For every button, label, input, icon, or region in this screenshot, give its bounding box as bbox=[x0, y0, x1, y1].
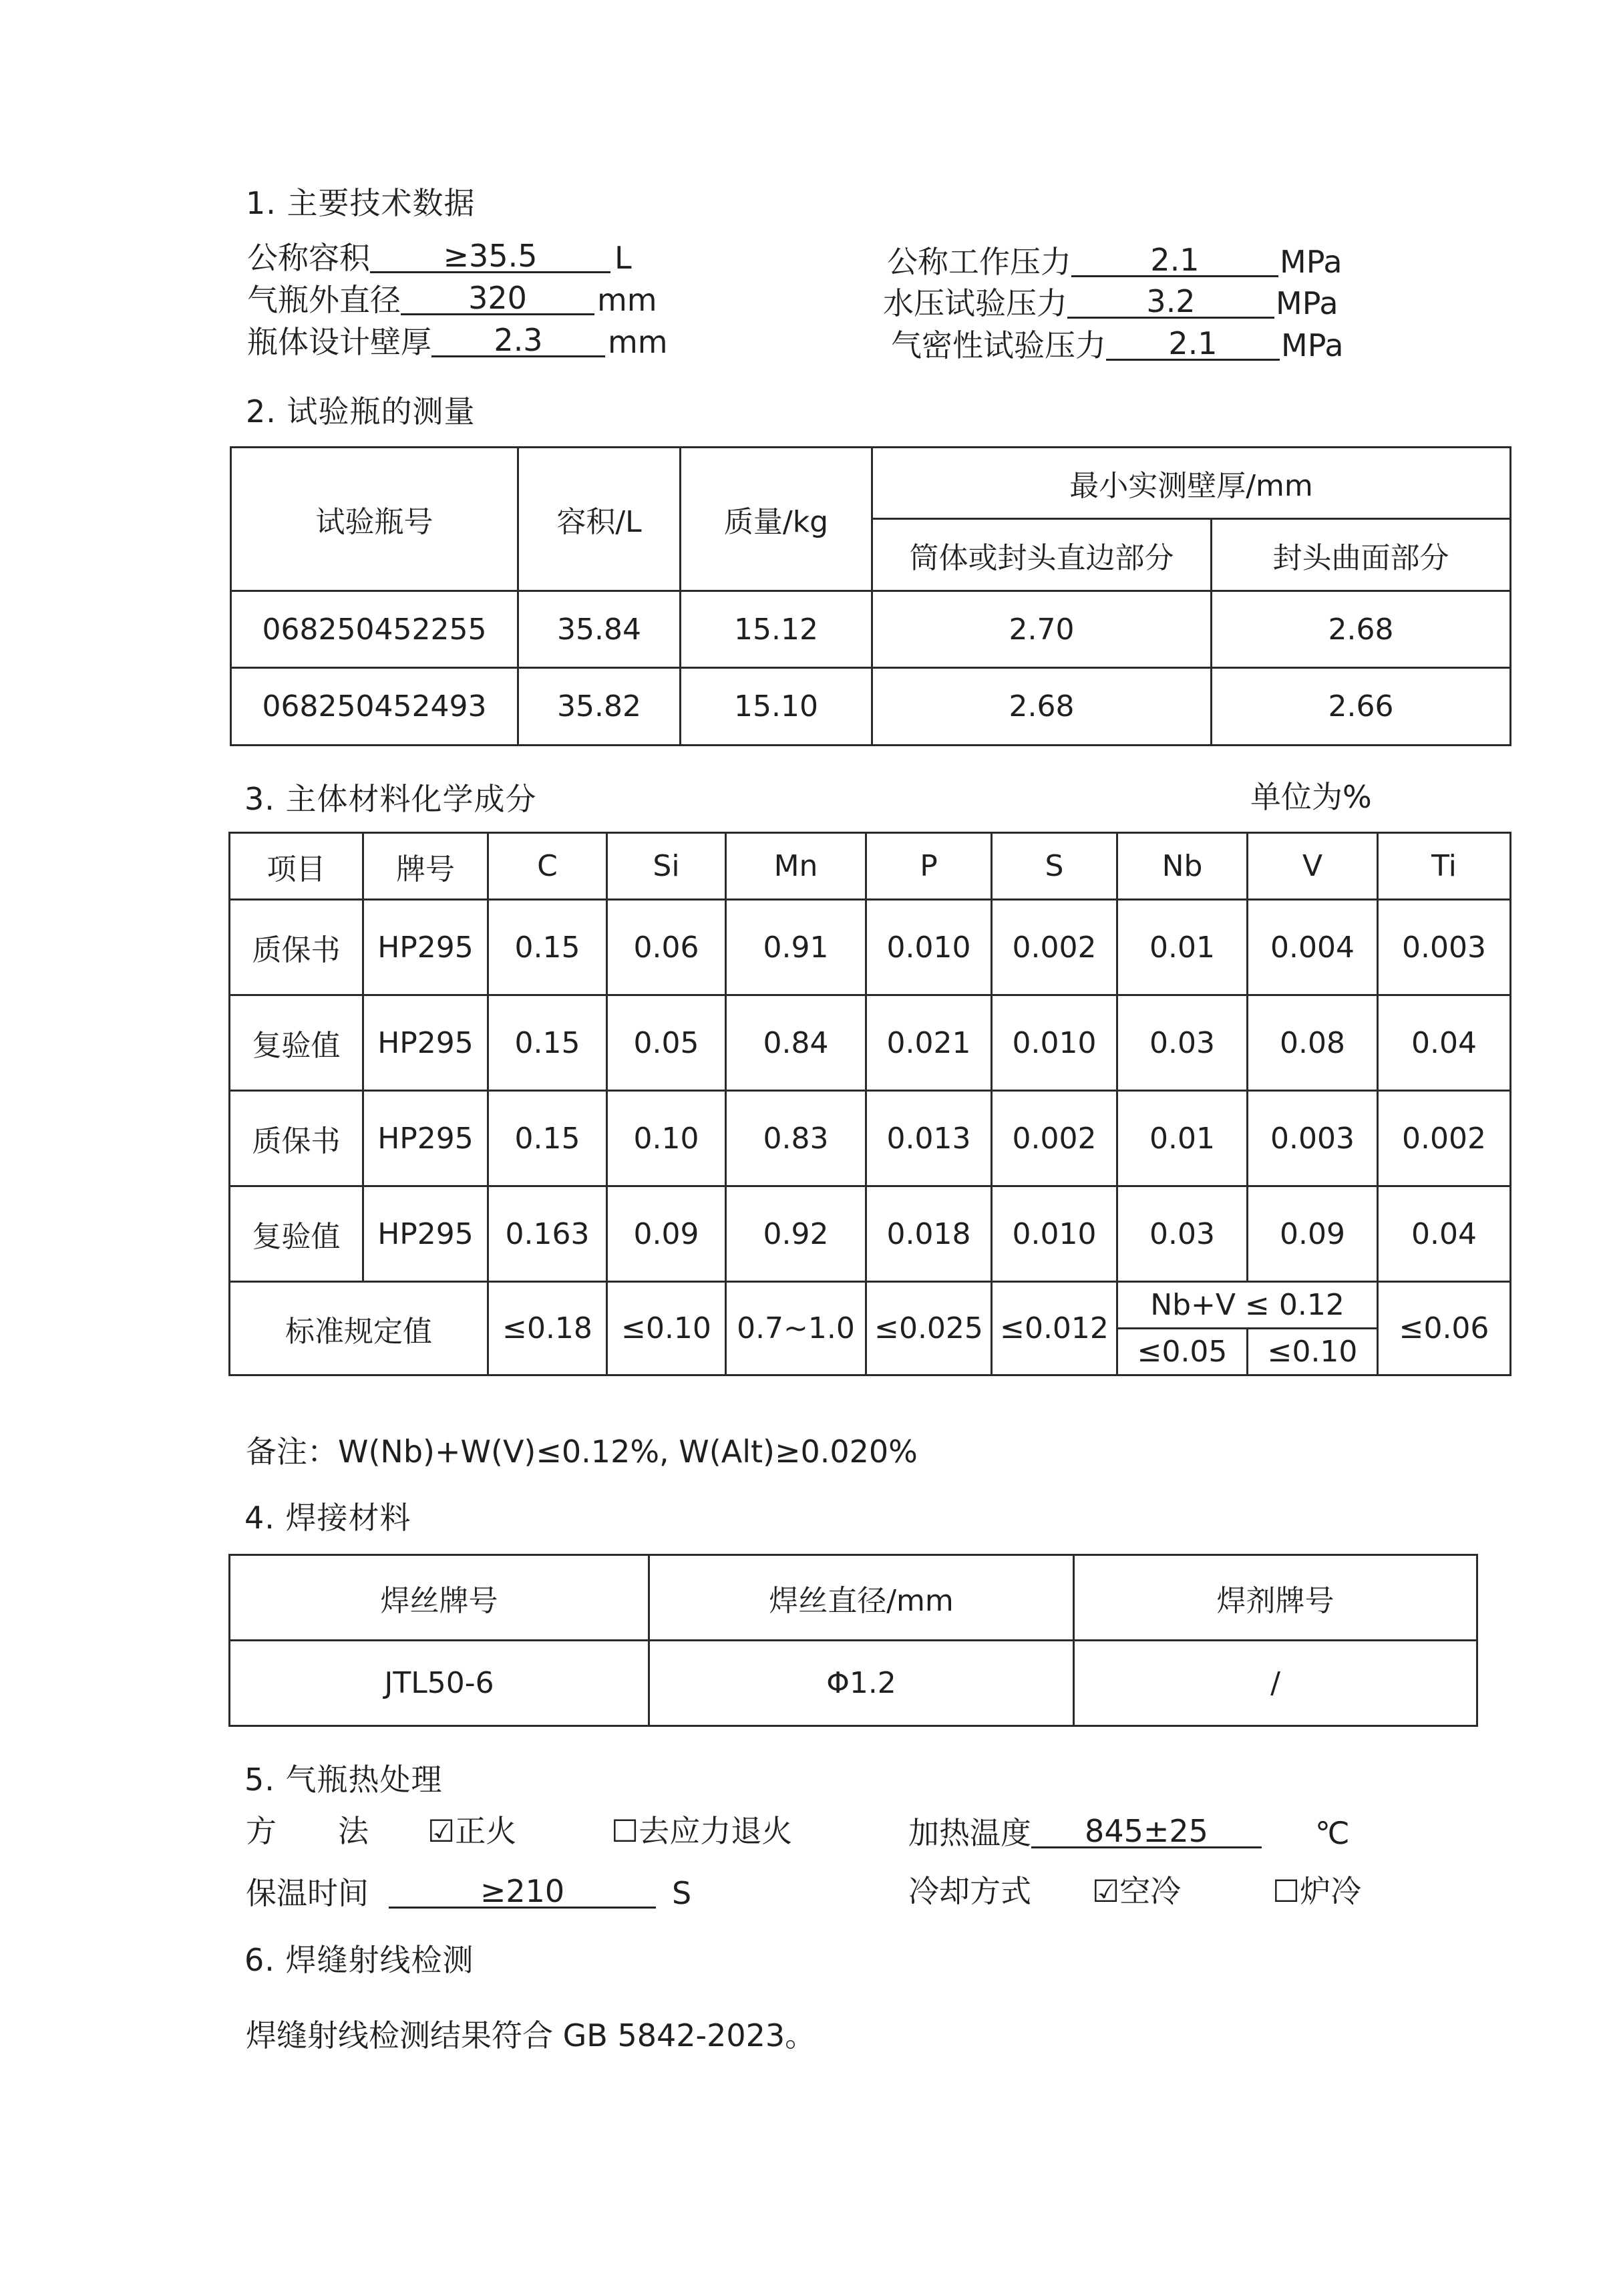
c-cell: 0.15 bbox=[488, 900, 607, 995]
header-head-part: 封头曲面部分 bbox=[1212, 519, 1511, 591]
si-cell: 0.10 bbox=[607, 1091, 726, 1186]
mn-cell: 0.92 bbox=[726, 1186, 866, 1282]
header-grade: 牌号 bbox=[363, 833, 488, 900]
s-cell: 0.002 bbox=[992, 900, 1117, 995]
table-row bbox=[230, 900, 1511, 995]
bottle-no-cell: 068250452255 bbox=[231, 591, 518, 668]
option-normalize-label: 正火 bbox=[455, 1813, 517, 1849]
checkbox-unchecked-icon[interactable]: ☐ bbox=[611, 1813, 639, 1849]
design-wall-unit: mm bbox=[608, 324, 668, 360]
heating-temp-field bbox=[908, 1813, 1350, 1851]
remark-note: 备注：W(Nb)+W(V)≤0.12%, W(Alt)≥0.020% bbox=[246, 1434, 918, 1470]
checkbox-checked-icon[interactable]: ☑ bbox=[427, 1813, 456, 1849]
header-s: S bbox=[992, 833, 1117, 900]
standard-row bbox=[230, 1282, 1511, 1329]
checkbox-checked-icon[interactable]: ☑ bbox=[1092, 1873, 1120, 1909]
nb-cell: 0.01 bbox=[1117, 1091, 1248, 1186]
working-pressure-value: 2.1 bbox=[1071, 244, 1278, 277]
flux-grade-cell: / bbox=[1074, 1641, 1477, 1726]
option-furnace-cool-label: 炉冷 bbox=[1300, 1873, 1362, 1909]
table-header-row bbox=[230, 833, 1511, 900]
std-v-cell: ≤0.10 bbox=[1248, 1329, 1378, 1375]
p-cell: 0.021 bbox=[866, 995, 992, 1091]
nominal-volume-value: ≥35.5 bbox=[370, 240, 610, 273]
standard-label: 标准规定值 bbox=[230, 1282, 488, 1375]
v-cell: 0.004 bbox=[1248, 900, 1378, 995]
holding-time-value: ≥210 bbox=[389, 1876, 656, 1909]
design-wall-label: 瓶体设计壁厚 bbox=[247, 324, 431, 360]
option-stress-relief[interactable] bbox=[611, 1813, 793, 1849]
nominal-volume-unit: L bbox=[614, 240, 632, 276]
mn-cell: 0.91 bbox=[726, 900, 866, 995]
option-air-cool[interactable] bbox=[1092, 1873, 1182, 1909]
grade-cell: HP295 bbox=[363, 1091, 488, 1186]
c-cell: 0.15 bbox=[488, 995, 607, 1091]
ti-cell: 0.002 bbox=[1378, 1091, 1511, 1186]
bottle-measurement-table bbox=[230, 446, 1511, 746]
nb-cell: 0.01 bbox=[1117, 900, 1248, 995]
volume-cell: 35.82 bbox=[518, 668, 681, 746]
head-wall-cell: 2.66 bbox=[1212, 668, 1511, 746]
header-bottle-no: 试验瓶号 bbox=[231, 448, 518, 591]
item-cell: 质保书 bbox=[230, 900, 363, 995]
outer-diameter-unit: mm bbox=[597, 282, 657, 318]
option-normalize[interactable] bbox=[427, 1813, 517, 1849]
chemical-composition-table bbox=[228, 832, 1511, 1376]
header-wire-grade: 焊丝牌号 bbox=[230, 1555, 649, 1641]
unit-note: 单位为% bbox=[1250, 779, 1372, 815]
section-6-title: 6. 焊缝射线检测 bbox=[244, 1942, 474, 1978]
grade-cell: HP295 bbox=[363, 1186, 488, 1282]
volume-cell: 35.84 bbox=[518, 591, 681, 668]
leak-pressure-value: 2.1 bbox=[1106, 328, 1280, 361]
nominal-volume-label: 公称容积 bbox=[247, 240, 370, 276]
std-s-cell: ≤0.012 bbox=[992, 1282, 1117, 1375]
si-cell: 0.05 bbox=[607, 995, 726, 1091]
header-p: P bbox=[866, 833, 992, 900]
holding-time-label: 保温时间 bbox=[246, 1875, 369, 1911]
working-pressure-label: 公称工作压力 bbox=[887, 244, 1071, 280]
welding-material-table bbox=[228, 1554, 1478, 1727]
ti-cell: 0.04 bbox=[1378, 1186, 1511, 1282]
hydro-pressure-unit: MPa bbox=[1276, 285, 1338, 321]
s-cell: 0.002 bbox=[992, 1091, 1117, 1186]
section-1-title: 1. 主要技术数据 bbox=[246, 185, 476, 221]
cooling-label: 冷却方式 bbox=[908, 1873, 1031, 1909]
nb-cell: 0.03 bbox=[1117, 1186, 1248, 1282]
nb-cell: 0.03 bbox=[1117, 995, 1248, 1091]
section-5-title: 5. 气瓶热处理 bbox=[244, 1762, 443, 1798]
header-v: V bbox=[1248, 833, 1378, 900]
grade-cell: HP295 bbox=[363, 900, 488, 995]
table-row bbox=[230, 995, 1511, 1091]
table-row bbox=[230, 1641, 1477, 1726]
table-row bbox=[230, 1186, 1511, 1282]
header-cylinder-part: 筒体或封头直边部分 bbox=[872, 519, 1212, 591]
mn-cell: 0.83 bbox=[726, 1091, 866, 1186]
leak-pressure-label: 气密性试验压力 bbox=[891, 327, 1106, 363]
radiography-result: 焊缝射线检测结果符合 GB 5842-2023。 bbox=[246, 2017, 816, 2054]
s-cell: 0.010 bbox=[992, 995, 1117, 1091]
section-2-title: 2. 试验瓶的测量 bbox=[246, 393, 476, 430]
header-si: Si bbox=[607, 833, 726, 900]
wire-grade-cell: JTL50-6 bbox=[230, 1641, 649, 1726]
mass-cell: 15.10 bbox=[681, 668, 872, 746]
table-row bbox=[230, 1091, 1511, 1186]
hydro-pressure-label: 水压试验压力 bbox=[883, 285, 1067, 321]
outer-diameter-field bbox=[247, 280, 657, 318]
checkbox-unchecked-icon[interactable]: ☐ bbox=[1272, 1873, 1300, 1909]
cyl-wall-cell: 2.70 bbox=[872, 591, 1212, 668]
header-min-wall: 最小实测壁厚/mm bbox=[872, 448, 1511, 519]
item-cell: 质保书 bbox=[230, 1091, 363, 1186]
grade-cell: HP295 bbox=[363, 995, 488, 1091]
section-4-title: 4. 焊接材料 bbox=[244, 1500, 411, 1536]
outer-diameter-value: 320 bbox=[401, 283, 594, 315]
wire-diameter-cell: Φ1.2 bbox=[649, 1641, 1074, 1726]
v-cell: 0.09 bbox=[1248, 1186, 1378, 1282]
working-pressure-field bbox=[887, 242, 1343, 280]
header-nb: Nb bbox=[1117, 833, 1248, 900]
s-cell: 0.010 bbox=[992, 1186, 1117, 1282]
method-label: 方 法 bbox=[246, 1813, 369, 1849]
heating-temp-label: 加热温度 bbox=[908, 1815, 1031, 1851]
heating-temp-value: 845±25 bbox=[1031, 1816, 1262, 1848]
c-cell: 0.163 bbox=[488, 1186, 607, 1282]
mn-cell: 0.84 bbox=[726, 995, 866, 1091]
head-wall-cell: 2.68 bbox=[1212, 591, 1511, 668]
ti-cell: 0.003 bbox=[1378, 900, 1511, 995]
v-cell: 0.003 bbox=[1248, 1091, 1378, 1186]
header-c: C bbox=[488, 833, 607, 900]
mass-cell: 15.12 bbox=[681, 591, 872, 668]
std-ti-cell: ≤0.06 bbox=[1378, 1282, 1511, 1375]
header-mass: 质量/kg bbox=[681, 448, 872, 591]
leak-pressure-unit: MPa bbox=[1281, 327, 1344, 363]
si-cell: 0.06 bbox=[607, 900, 726, 995]
p-cell: 0.013 bbox=[866, 1091, 992, 1186]
nominal-volume-field bbox=[247, 238, 632, 276]
holding-time-field bbox=[246, 1873, 692, 1911]
option-stress-relief-label: 去应力退火 bbox=[639, 1813, 793, 1849]
header-volume: 容积/L bbox=[518, 448, 681, 591]
p-cell: 0.018 bbox=[866, 1186, 992, 1282]
hydro-pressure-value: 3.2 bbox=[1067, 286, 1274, 319]
p-cell: 0.010 bbox=[866, 900, 992, 995]
ti-cell: 0.04 bbox=[1378, 995, 1511, 1091]
hydro-pressure-field bbox=[883, 283, 1338, 321]
std-nbv-cell: Nb+V ≤ 0.12 bbox=[1117, 1282, 1378, 1329]
holding-time-unit: S bbox=[672, 1875, 692, 1911]
std-si-cell: ≤0.10 bbox=[607, 1282, 726, 1375]
v-cell: 0.08 bbox=[1248, 995, 1378, 1091]
table-row bbox=[231, 668, 1511, 746]
header-flux-grade: 焊剂牌号 bbox=[1074, 1555, 1477, 1641]
std-c-cell: ≤0.18 bbox=[488, 1282, 607, 1375]
std-mn-cell: 0.7~1.0 bbox=[726, 1282, 866, 1375]
working-pressure-unit: MPa bbox=[1280, 244, 1343, 280]
header-wire-diameter: 焊丝直径/mm bbox=[649, 1555, 1074, 1641]
table-row bbox=[231, 591, 1511, 668]
cyl-wall-cell: 2.68 bbox=[872, 668, 1212, 746]
design-wall-field bbox=[247, 322, 668, 360]
std-nb-cell: ≤0.05 bbox=[1117, 1329, 1248, 1375]
leak-pressure-field bbox=[891, 325, 1344, 363]
option-furnace-cool[interactable] bbox=[1272, 1873, 1362, 1909]
header-ti: Ti bbox=[1378, 833, 1511, 900]
item-cell: 复验值 bbox=[230, 1186, 363, 1282]
header-item: 项目 bbox=[230, 833, 363, 900]
c-cell: 0.15 bbox=[488, 1091, 607, 1186]
heating-temp-unit: ℃ bbox=[1315, 1815, 1350, 1851]
design-wall-value: 2.3 bbox=[431, 325, 605, 357]
section-3-title: 3. 主体材料化学成分 bbox=[244, 781, 537, 817]
bottle-no-cell: 068250452493 bbox=[231, 668, 518, 746]
std-p-cell: ≤0.025 bbox=[866, 1282, 992, 1375]
item-cell: 复验值 bbox=[230, 995, 363, 1091]
si-cell: 0.09 bbox=[607, 1186, 726, 1282]
header-mn: Mn bbox=[726, 833, 866, 900]
outer-diameter-label: 气瓶外直径 bbox=[247, 282, 401, 318]
option-air-cool-label: 空冷 bbox=[1119, 1873, 1182, 1909]
